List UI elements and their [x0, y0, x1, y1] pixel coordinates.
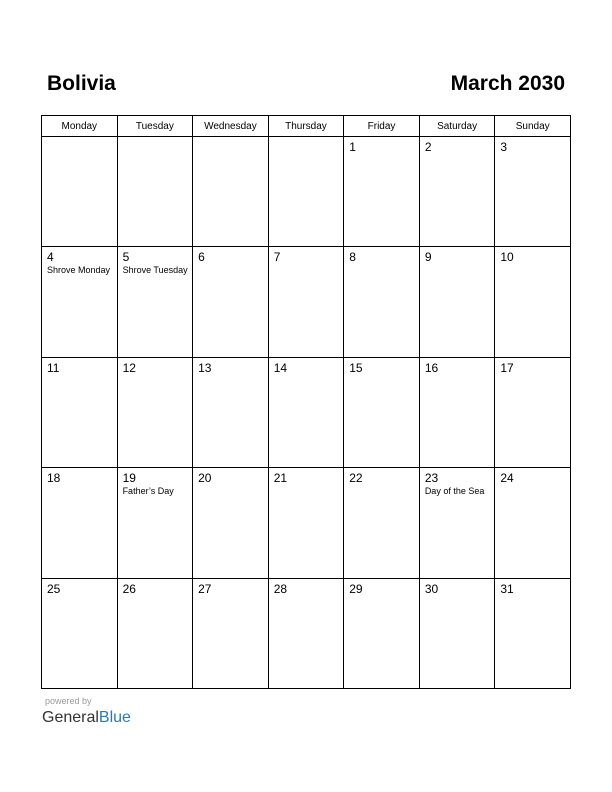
- day-cell-content: [420, 358, 495, 375]
- month-title: March 2030: [450, 72, 565, 95]
- weekday-header: Thursday: [268, 116, 344, 137]
- weekday-header: Sunday: [495, 116, 571, 137]
- day-cell: [344, 468, 420, 578]
- day-cell: [117, 247, 193, 357]
- weekday-header: Tuesday: [117, 116, 193, 137]
- day-cell-content: [42, 358, 117, 375]
- day-cell-content: [269, 247, 344, 264]
- day-cell: [268, 137, 344, 247]
- calendar-body: [42, 137, 571, 689]
- day-number: 2: [424, 140, 432, 154]
- day-cell-content: [42, 247, 117, 277]
- day-cell-content: [42, 137, 117, 140]
- day-cell: [344, 137, 420, 247]
- week-row: [42, 247, 571, 357]
- weekday-header: Saturday: [419, 116, 495, 137]
- day-cell: [42, 357, 118, 467]
- day-cell: [42, 137, 118, 247]
- day-cell-content: [344, 358, 419, 375]
- day-number: 31: [500, 581, 514, 596]
- day-cell: [268, 468, 344, 578]
- day-cell: [117, 578, 193, 688]
- day-cell-content: [193, 358, 268, 375]
- day-cell: [193, 247, 269, 357]
- day-cell: [268, 247, 344, 357]
- week-row: [42, 578, 571, 688]
- day-cell-content: [344, 247, 419, 264]
- day-cell-content: [118, 358, 193, 375]
- day-cell-content: [344, 137, 419, 154]
- day-cell: [117, 137, 193, 247]
- day-cell: [419, 468, 495, 578]
- day-cell: [344, 247, 420, 357]
- holiday-label: Shrove Tuesday: [122, 265, 188, 276]
- day-number: 26: [122, 581, 136, 596]
- powered-by-text: powered by: [45, 696, 92, 706]
- day-number: 11: [47, 360, 60, 375]
- weekday-header-row: [42, 116, 571, 137]
- day-number: 3: [500, 140, 508, 154]
- day-number: 22: [349, 471, 363, 486]
- day-cell: [495, 247, 571, 357]
- day-cell: [193, 468, 269, 578]
- holiday-label: Day of the Sea: [424, 486, 485, 497]
- day-number: 7: [273, 250, 281, 265]
- day-cell: [42, 247, 118, 357]
- day-cell-content: [193, 579, 268, 596]
- footer-branding: [42, 696, 131, 728]
- day-cell: [193, 578, 269, 688]
- day-cell: [495, 357, 571, 467]
- day-cell-content: [42, 468, 117, 485]
- day-cell: [193, 137, 269, 247]
- day-number: 30: [424, 581, 439, 596]
- day-cell: [419, 357, 495, 467]
- day-cell: [268, 578, 344, 688]
- day-number: 25: [47, 581, 61, 596]
- brand-general-text: General: [42, 709, 99, 726]
- weekday-header: Monday: [42, 116, 118, 137]
- day-cell: [495, 578, 571, 688]
- day-cell-content: [269, 468, 344, 485]
- day-number: 21: [273, 471, 288, 486]
- day-number: 16: [424, 360, 439, 375]
- day-number: 20: [198, 471, 212, 486]
- day-cell-content: [344, 468, 419, 485]
- day-number: 6: [198, 250, 205, 265]
- day-cell-content: [42, 579, 117, 596]
- holiday-label: Father’s Day: [122, 486, 174, 497]
- holiday-label: Shrove Monday: [47, 265, 111, 276]
- day-number: 18: [47, 471, 61, 486]
- day-cell-content: [118, 247, 193, 277]
- day-cell-content: [344, 579, 419, 596]
- day-number: 23: [424, 471, 439, 486]
- day-number: 14: [273, 360, 288, 375]
- day-cell-content: [118, 137, 193, 140]
- day-number: 1: [349, 140, 356, 154]
- day-cell-content: [269, 579, 344, 596]
- day-number: 5: [122, 250, 130, 265]
- day-cell: [117, 468, 193, 578]
- weekday-header: Friday: [344, 116, 420, 137]
- day-number: 24: [500, 471, 514, 486]
- day-number: 27: [198, 581, 212, 596]
- day-cell-content: [193, 468, 268, 485]
- weekday-header: Wednesday: [193, 116, 269, 137]
- day-cell: [268, 357, 344, 467]
- week-row: [42, 137, 571, 247]
- day-number: 4: [47, 250, 54, 265]
- day-number: 12: [122, 360, 136, 375]
- day-cell-content: [420, 247, 495, 264]
- day-number: 10: [500, 250, 514, 265]
- country-title: Bolivia: [47, 72, 116, 95]
- calendar-grid: [41, 115, 571, 689]
- day-cell-content: [495, 468, 570, 485]
- day-cell-content: [420, 579, 495, 596]
- day-cell-content: [495, 579, 570, 596]
- day-cell-content: [269, 137, 344, 140]
- day-cell: [42, 578, 118, 688]
- day-number: 13: [198, 360, 212, 375]
- week-row: [42, 357, 571, 467]
- day-cell: [344, 357, 420, 467]
- day-cell-content: [420, 468, 495, 498]
- brand-blue-text: Blue: [98, 709, 131, 726]
- day-cell-content: [495, 358, 570, 375]
- day-number: 9: [424, 250, 432, 265]
- day-cell-content: [495, 247, 570, 264]
- brand-logo: [42, 708, 131, 728]
- day-number: 17: [500, 360, 514, 375]
- day-cell: [419, 578, 495, 688]
- day-number: 29: [349, 581, 363, 596]
- day-cell-content: [118, 468, 193, 498]
- day-cell-content: [193, 137, 268, 140]
- day-cell: [419, 247, 495, 357]
- day-cell-content: [495, 137, 570, 154]
- day-cell: [193, 357, 269, 467]
- day-number: 19: [122, 471, 136, 486]
- week-row: [42, 468, 571, 578]
- day-cell-content: [118, 579, 193, 596]
- day-cell-content: [269, 358, 344, 375]
- day-cell: [117, 357, 193, 467]
- day-cell: [419, 137, 495, 247]
- day-cell: [495, 468, 571, 578]
- day-cell: [344, 578, 420, 688]
- day-number: 15: [349, 360, 363, 375]
- day-number: 8: [349, 250, 356, 265]
- day-cell-content: [420, 137, 495, 154]
- day-cell: [42, 468, 118, 578]
- day-cell: [495, 137, 571, 247]
- day-cell-content: [193, 247, 268, 264]
- day-number: 28: [273, 581, 288, 596]
